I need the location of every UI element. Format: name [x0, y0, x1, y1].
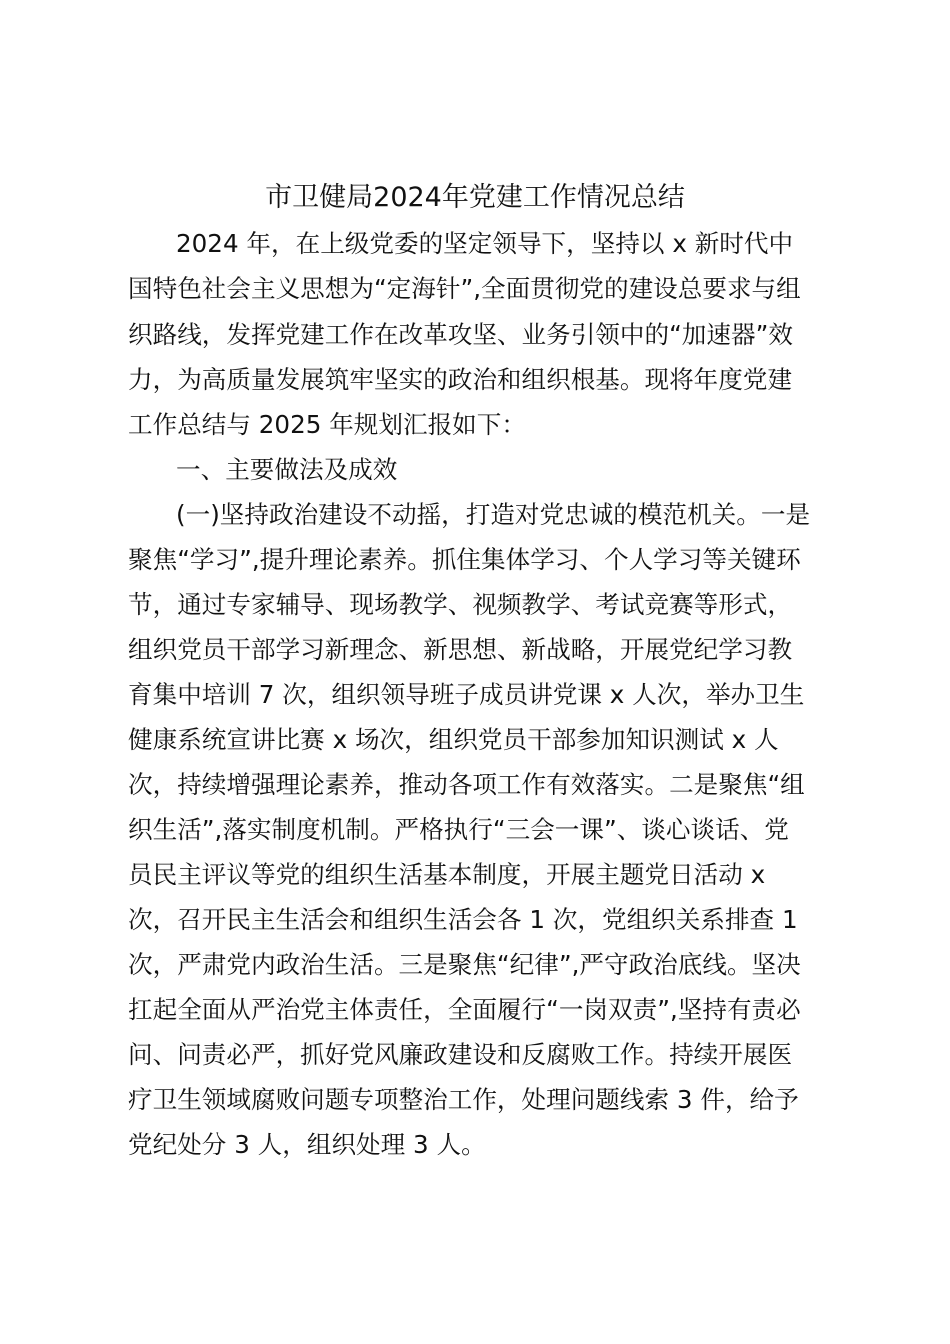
body-line: 育集中培训 7 次，组织领导班子成员讲党课 x 人次，举办卫生 [128, 680, 805, 709]
intro-line: 织路线，发挥党建工作在改革攻坚、业务引领中的“加速器”效 [128, 320, 793, 349]
body-line: 健康系统宣讲比赛 x 场次，组织党员干部参加知识测试 x 人 [128, 725, 779, 754]
intro-line: 2024 年，在上级党委的坚定领导下，坚持以 x 新时代中 [176, 229, 794, 258]
body-line: 问、问责必严，抓好党风廉政建设和反腐败工作。持续开展医 [128, 1040, 793, 1069]
document-title: 市卫健局2024年党建工作情况总结 [265, 182, 685, 213]
body-line: 组织党员干部学习新理念、新思想、新战略，开展党纪学习教 [128, 635, 793, 664]
section-heading: 一、主要做法及成效 [176, 455, 398, 484]
body-line: 次，严肃党内政治生活。三是聚焦“纪律”,严守政治底线。坚决 [128, 950, 801, 979]
body-line: 聚焦“学习”,提升理论素养。抓住集体学习、个人学习等关键环 [128, 545, 801, 574]
body-line: 织生活”,落实制度机制。严格执行“三会一课”、谈心谈话、党 [128, 815, 789, 844]
body-line: 扛起全面从严治党主体责任，全面履行“一岗双责”,坚持有责必 [128, 995, 801, 1024]
body-line: 节，通过专家辅导、现场教学、视频教学、考试竞赛等形式， [128, 590, 793, 619]
body-line: 次，持续增强理论素养，推动各项工作有效落实。二是聚焦“组 [128, 770, 805, 799]
body-line: 党纪处分 3 人，组织处理 3 人。 [128, 1130, 486, 1159]
body-line: 次，召开民主生活会和组织生活会各 1 次，党组织关系排查 1 [128, 905, 798, 934]
body-line: 疗卫生领域腐败问题专项整治工作，处理问题线索 3 件，给予 [128, 1085, 799, 1114]
body-line: 员民主评议等党的组织生活基本制度，开展主题党日活动 x [128, 860, 766, 889]
intro-line: 工作总结与 2025 年规划汇报如下： [128, 410, 526, 439]
intro-line: 力，为高质量发展筑牢坚实的政治和组织根基。现将年度党建 [128, 365, 793, 394]
body-line: (一)坚持政治建设不动摇，打造对党忠诚的模范机关。一是 [176, 500, 811, 529]
intro-line: 国特色社会主义思想为“定海针”,全面贯彻党的建设总要求与组 [128, 274, 801, 303]
